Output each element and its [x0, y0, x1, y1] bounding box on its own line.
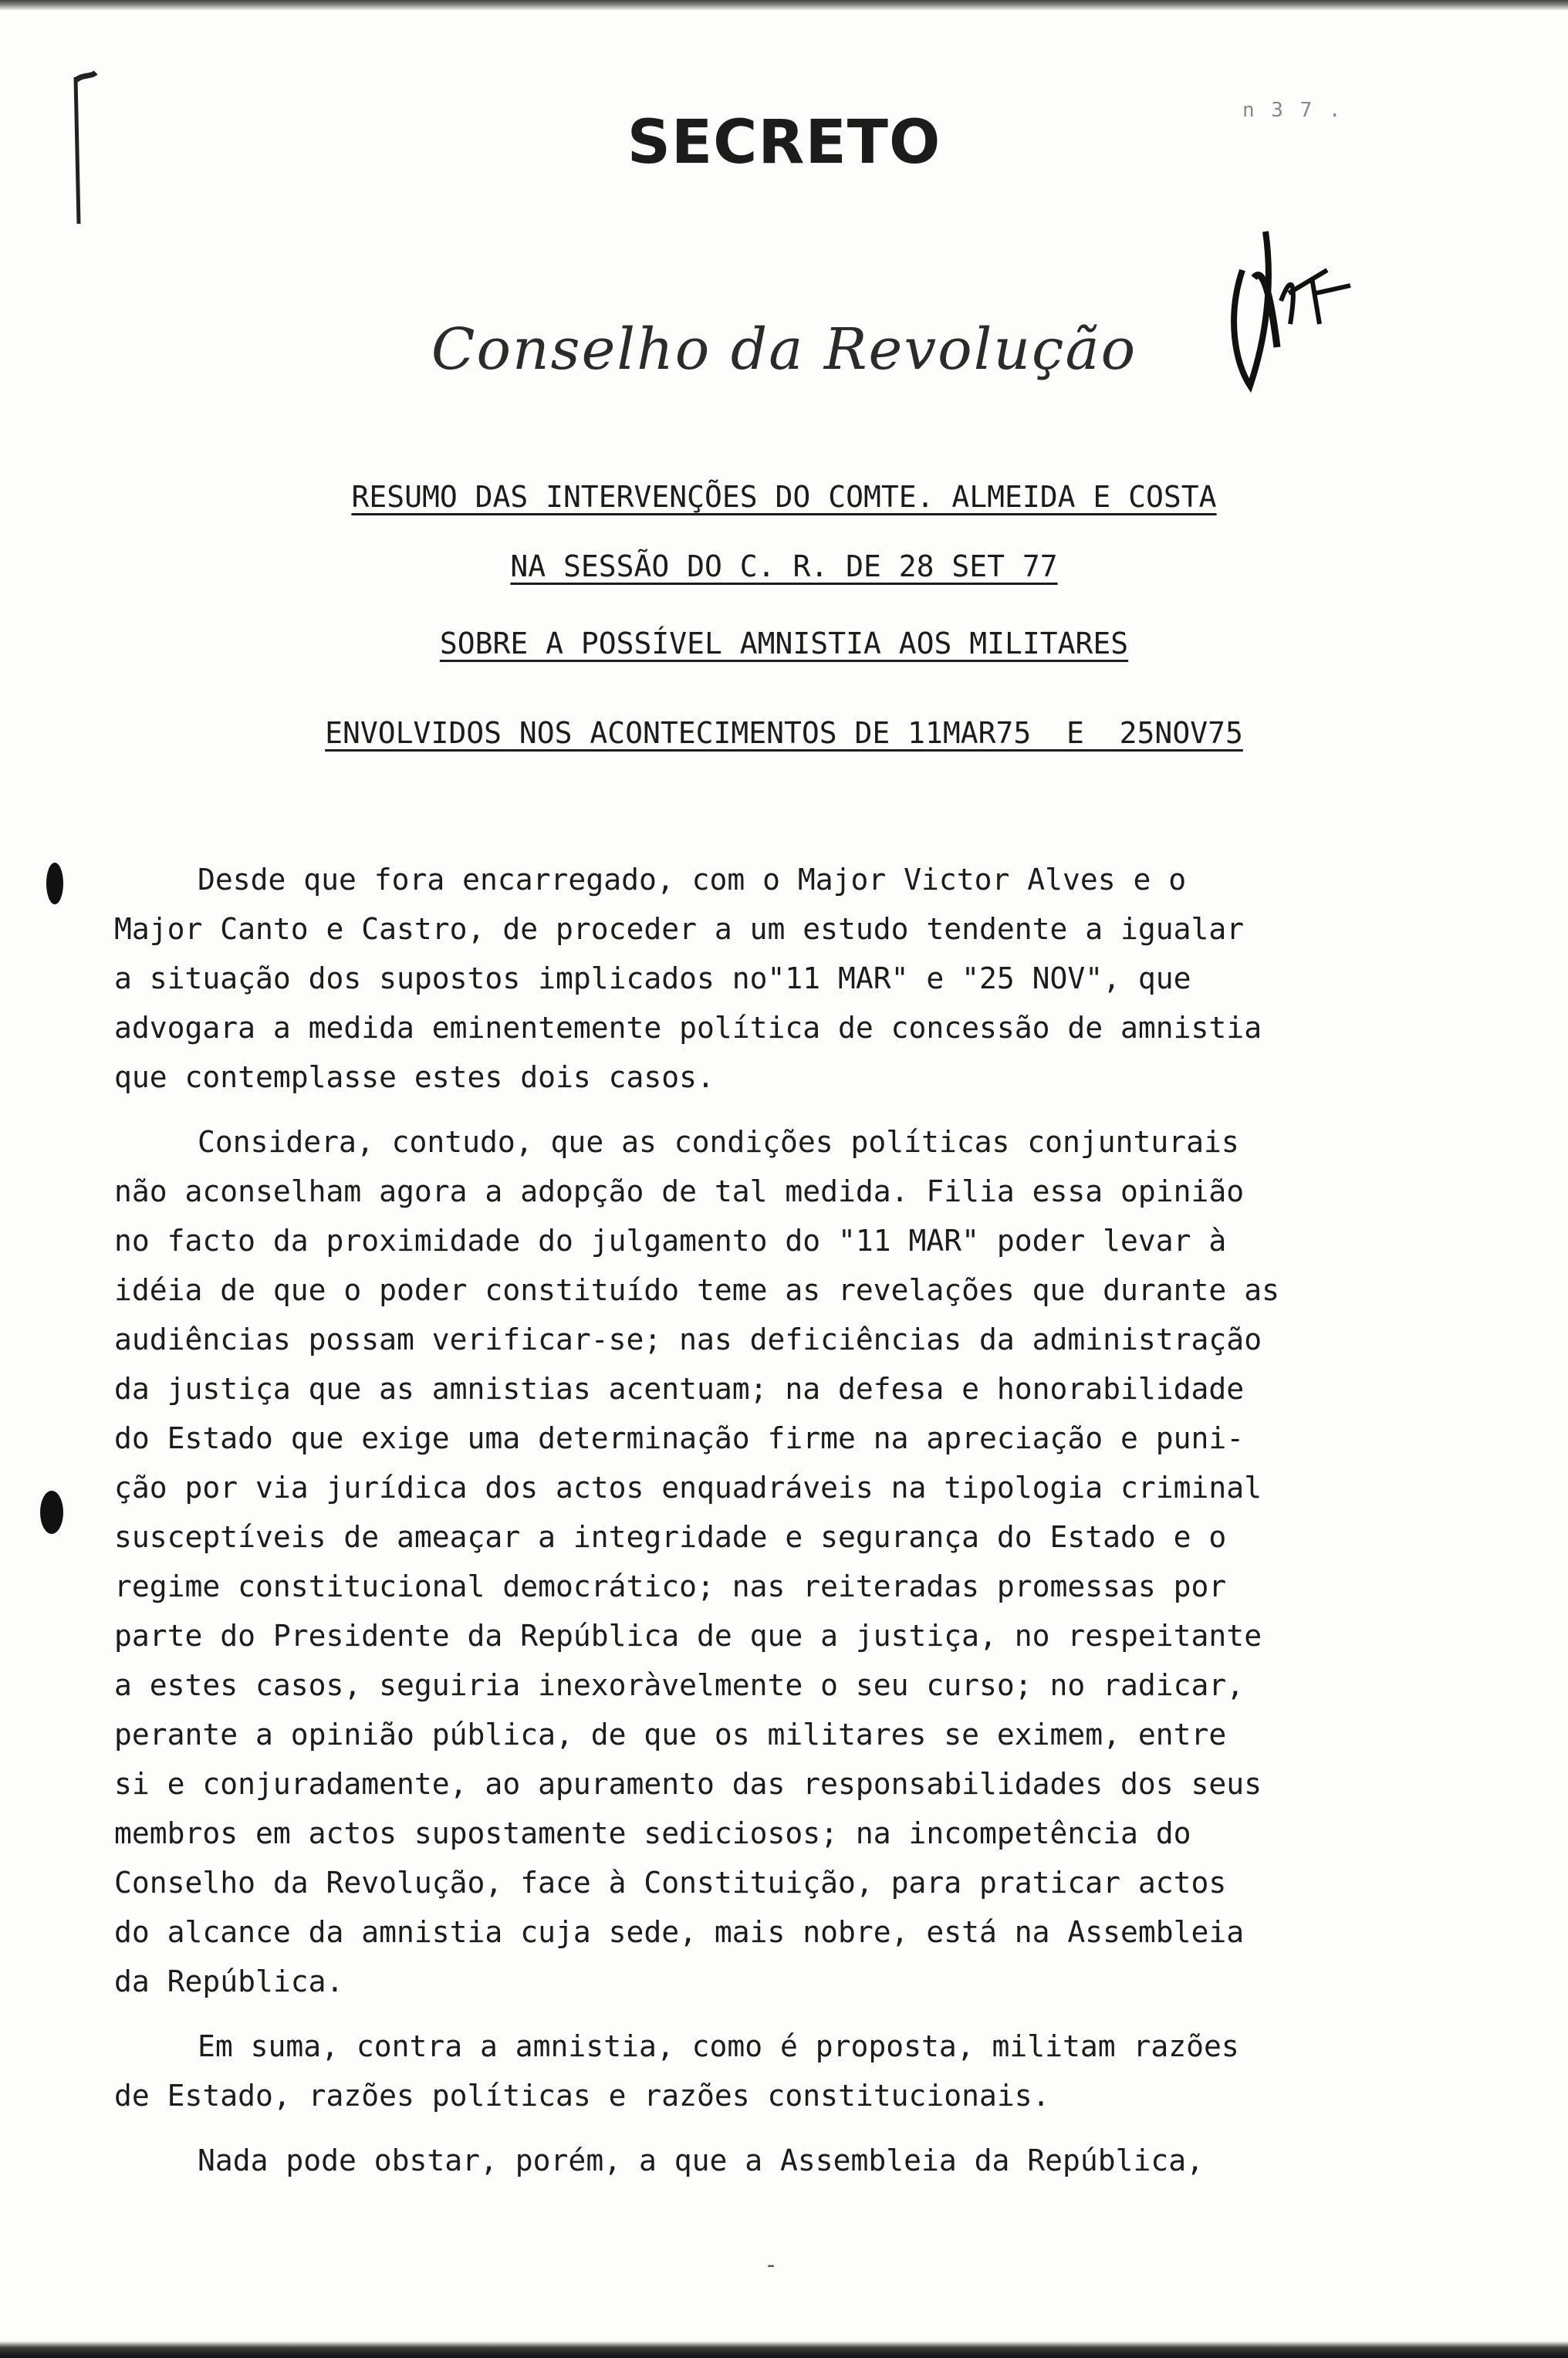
punch-hole-mark [46, 863, 63, 904]
scan-note: n 3 7 . [1242, 99, 1343, 122]
page-mark: - [764, 2252, 779, 2279]
scan-bottom-edge [0, 2341, 1568, 2358]
scan-top-edge [0, 0, 1568, 11]
punch-hole-mark [40, 1491, 63, 1534]
heading-line-4: ENVOLVIDOS NOS ACONTECIMENTOS DE 11MAR75 E 25NOV75 [325, 716, 1243, 750]
paragraph-2: Considera, contudo, que as condições políticas conjunturais não aconselham agora a adopção de tal medida. Filia essa opinião no facto da proximidade do julgamento do "11 MAR" poder levar à idéia de que o poder constituído teme as revelações que durante as audiências possam verificar-se; nas deficiências da administração da justiça que as amnistias acentuam; na defesa e honorabilidade do Estado que exige uma determinação firme na apreciação e puni- ção por via jurídica dos actos enquadráveis na tipologia criminal susceptíveis de ameaçar a integridade e segurança do Estado e o regime constitucional democrático; nas reiteradas promessas por parte do Presidente da República de que a justiça, no respeitante a estes casos, seguiria inexoràvelmente o seu curso; no radicar, perante a opinião pública, de que os militares se eximem, entre si e conjuradamente, ao apuramento das responsabilidades dos seus membros em actos supostamente sediciosos; na incompetência do Conselho da Revolução, face à Constituição, para praticar actos do alcance da amnistia cuja sede, mais nobre, está na Assembleia da República. [114, 1125, 1279, 1998]
paragraph-3: Em suma, contra a amnistia, como é proposta, militam razões de Estado, razões políticas e razões constitucionais. [114, 2029, 1239, 2113]
classification-stamp: SECRETO [627, 108, 941, 177]
paragraph-4: Nada pode obstar, porém, a que a Assembleia da República, [198, 2143, 1205, 2177]
document-body [114, 855, 1387, 2201]
heading-line-1: RESUMO DAS INTERVENÇÕES DO COMTE. ALMEIDA E COSTA [351, 480, 1217, 514]
paragraph-1: Desde que fora encarregado, com o Major Victor Alves e o Major Canto e Castro, de proceder a um estudo tendente a igualar a situação dos supostos implicados no"11 MAR" e "25 NOV", que advogara a medida eminentemente política de concessão de amnistia que contemplasse estes dois casos. [114, 863, 1262, 1094]
heading-line-2: NA SESSÃO DO C. R. DE 28 SET 77 [510, 549, 1058, 583]
heading-line-3: SOBRE A POSSÍVEL AMNISTIA AOS MILITARES [439, 627, 1129, 660]
letterhead: Conselho da Revolução [431, 316, 1137, 383]
